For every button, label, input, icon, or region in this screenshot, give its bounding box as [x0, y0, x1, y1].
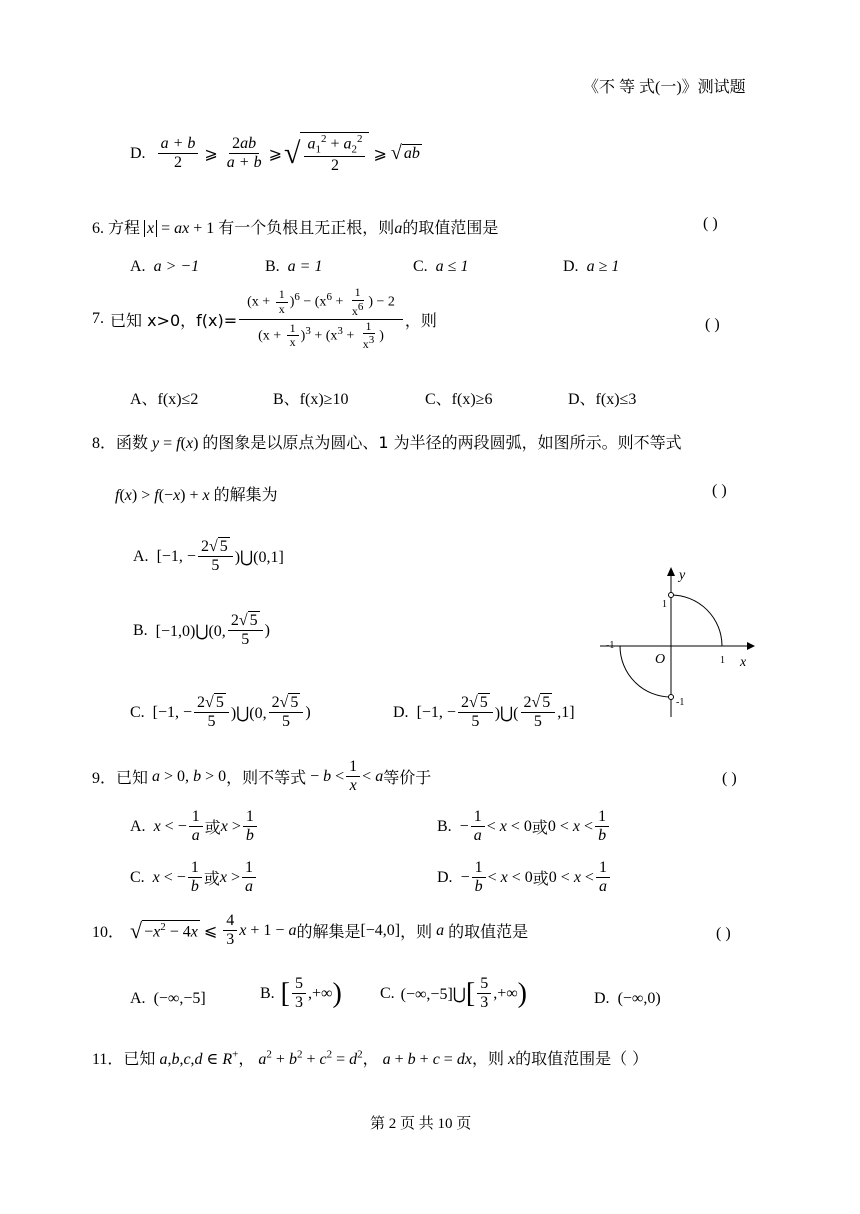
x-tick-1: 1 [720, 655, 725, 666]
page-header-title: 《不 等 式(一)》测试题 [583, 79, 746, 96]
q10-option-b[interactable]: B. [ $\frac{5}{3}$ ,+∞ ) [260, 975, 342, 1012]
q6-option-c[interactable]: C. a ≤ 1 [413, 258, 469, 275]
x-axis-label: x [740, 655, 747, 670]
q10-option-d[interactable]: D. (−∞,0) [594, 990, 661, 1007]
origin-label: O [655, 652, 666, 667]
q8-option-c[interactable]: C. [−1, − $\frac{2√ 5}{5}$ )⋃(0, $\frac{2√ 5}{5}$ ) [130, 694, 311, 731]
q7-stem: 7. 已知 x>0，f(x)= (x + $\frac{1}{x}$ )$^6 - (x^6$ + $\frac{1}{x6}$ ) − 2 (x + $\frac{1}{x}$ )$^3 + (x^3$ + $\frac{1}{x3}$ ) ，则 [92, 285, 437, 352]
q7-option-c[interactable]: C、f(x)≥6 [425, 391, 493, 408]
q9-option-b[interactable]: B. − $\frac{1}{a}$ < x < 0 或 0 < x < $\frac{1}{b}$ [437, 808, 611, 846]
q10-option-c[interactable]: C. (−∞,−5]⋃ [ $\frac{5}{3}$ ,+∞ ) [380, 975, 527, 1012]
q9-option-d[interactable]: D. − $\frac{1}{b}$ < x < 0 或 0 < x < $\frac{1}{a}$ [437, 859, 612, 897]
q10-stem: 10． √ $-x^2 - 4x$ ⩽ $\frac{4}{3}$ x + 1 − a 的解集是 [−4,0] ，则 a 的取值范是 [92, 912, 529, 949]
q8-option-b[interactable]: B. [−1,0)⋃(0, $\frac{2√ 5}{5}$ ) [133, 612, 270, 649]
q5-d-label: D. [130, 144, 146, 162]
q8-answer-paren[interactable]: ( ) [712, 482, 727, 499]
q7-answer-paren[interactable]: ( ) [705, 316, 720, 333]
y-tick-neg1: -1 [676, 697, 685, 708]
q6-option-b[interactable]: B. a = 1 [265, 258, 323, 275]
q11-stem: 11．已知 a,b,c,d ∈ R+， $a^2 + b^2 + c^2 = d^2$， a + b + c = dx，则 x的取值范围是（ ） [92, 1048, 649, 1068]
q8-stem-line2: f(x) > f(−x) + x 的解集为 [115, 485, 278, 504]
q8-option-a[interactable]: A. [−1, − $\frac{2√ 5}{5}$ )⋃(0,1] [133, 538, 284, 575]
q7-option-a[interactable]: A、f(x)≤2 [130, 391, 199, 408]
page-footer: 第 2 页 共 10 页 [370, 1116, 472, 1132]
q7-option-b[interactable]: B、f(x)≥10 [273, 391, 349, 408]
q5-option-d: D. $\frac{a + b}{2}$ ⩾ $\frac{2ab}{a + b}$ ⩾ √ $\frac{a_1^2 + a_2^2}{2}$ ⩾ √ ab [130, 133, 420, 175]
q9-answer-paren[interactable]: ( ) [722, 770, 737, 787]
q9-option-a[interactable]: A. x < − $\frac{1}{a}$ 或 x > $\frac{1}{b}$ [130, 808, 259, 846]
q8-stem-line1: 8．函数 y = f(x) 的图象是以原点为圆心、1 为半径的两段圆弧，如图所示。则不等式 [92, 433, 682, 452]
q6-stem: 6. 方程 x = ax + 1 有一个负根且无正根，则a的取值范围是 [92, 218, 499, 237]
q10-answer-paren[interactable]: ( ) [716, 925, 731, 942]
y-tick-1: 1 [662, 599, 667, 610]
q6-option-a[interactable]: A. a > −1 [130, 258, 200, 275]
q6-option-d[interactable]: D. a ≥ 1 [563, 258, 620, 275]
q8-graph [595, 562, 765, 722]
q10-option-a[interactable]: A. (−∞,−5] [130, 990, 206, 1007]
upper-right-arc [671, 595, 722, 646]
open-point-bottom [669, 695, 674, 700]
open-point-top [669, 593, 674, 598]
q9-option-c[interactable]: C. x < − $\frac{1}{b}$ 或 x > $\frac{1}{a}$ [130, 859, 258, 897]
y-axis-arrow [667, 567, 675, 576]
q6-answer-paren[interactable]: ( ) [703, 215, 718, 232]
y-axis-label: y [679, 568, 686, 583]
q7-option-d[interactable]: D、f(x)≤3 [568, 391, 637, 408]
q9-stem: 9． 已知 a > 0, b > 0 ，则不等式 − b < $\frac{1}{x}$ < a 等价于 [92, 758, 432, 795]
q8-option-d[interactable]: D. [−1, − $\frac{2√ 5}{5}$ )⋃( $\frac{2√ 5}{5}$ ,1] [393, 694, 575, 731]
x-axis-arrow [747, 642, 755, 650]
x-tick-neg1: -1 [606, 640, 615, 651]
